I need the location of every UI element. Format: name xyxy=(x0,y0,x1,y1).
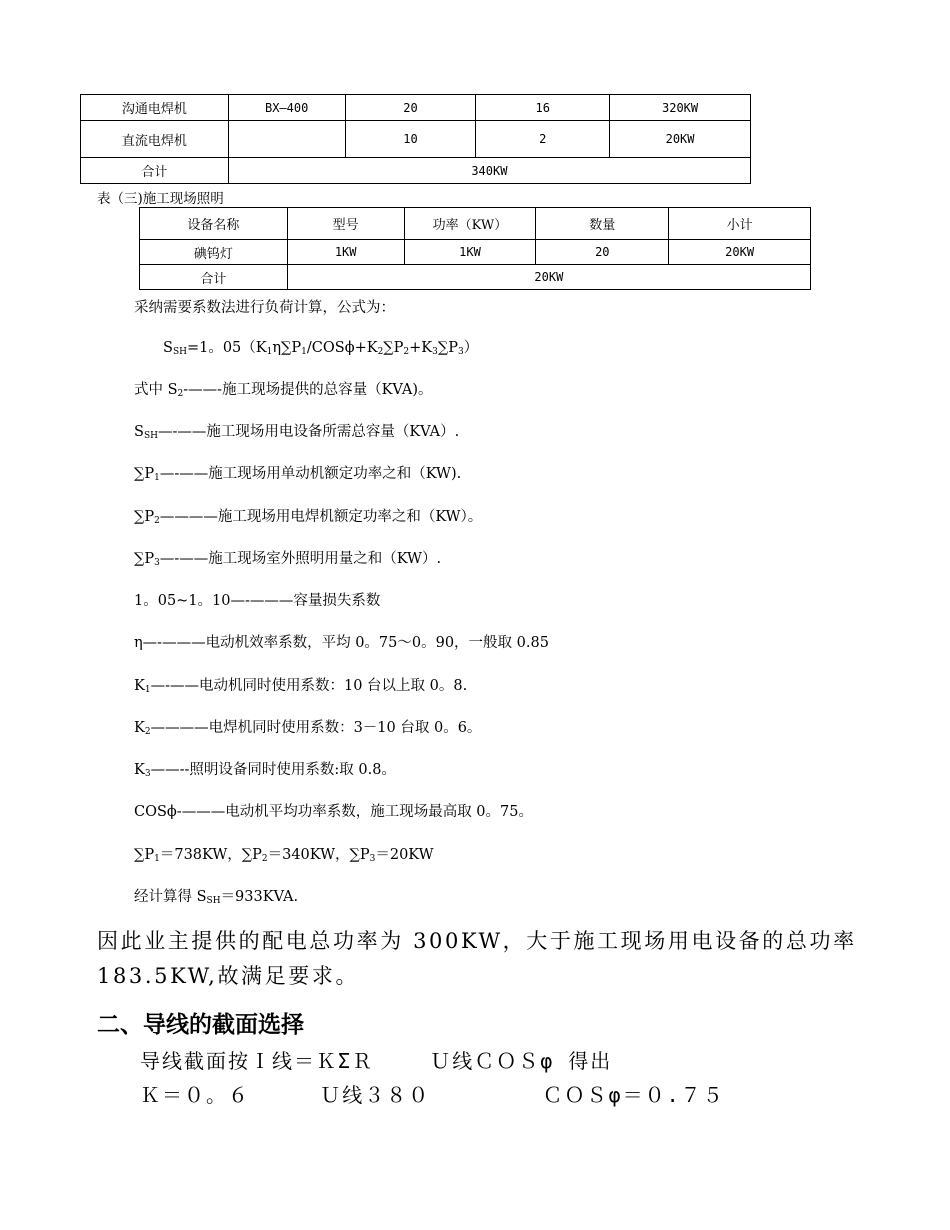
table-total-row xyxy=(81,158,751,184)
definition-line: $K_1—-——$电动机同时使用系数：10 台以上取 0。8. xyxy=(134,678,468,695)
intro-text: 采纳需要系数法进行负荷计算，公式为： xyxy=(134,300,395,316)
table-cell: 16 xyxy=(476,95,610,121)
total-value: 340KW xyxy=(228,158,750,184)
table-cell: 沟通电焊机 xyxy=(81,95,229,121)
definition-line: $\sum P_2————$施工现场用电焊机额定功率之和（KW）。 xyxy=(134,509,483,526)
definition-line: 1。05~1。10—-———容量损失系数 xyxy=(134,593,381,609)
formula: $S_{SH}=1$。$05(K_1\eta\sum P_1/COS\phi+K_2\sum P_2+K_3\sum P_3)$ xyxy=(163,340,479,357)
total-label: 合计 xyxy=(140,265,288,290)
table-cell: 10 xyxy=(345,121,476,158)
table-cell: 20KW xyxy=(610,121,751,158)
result-line: 经计算得 $S_{SH}=933KVA$. xyxy=(134,889,299,906)
table-cell xyxy=(228,121,345,158)
column-header: 数量 xyxy=(536,208,669,240)
table-cell: BX—400 xyxy=(228,95,345,121)
table-cell: 2 xyxy=(476,121,610,158)
definition-line: $\sum P_1—-——$施工现场用单动机额定功率之和（KW). xyxy=(134,466,462,483)
table-total-row xyxy=(140,265,811,290)
section-heading: 二、导线的截面选择 xyxy=(97,1012,304,1038)
table-cell: 碘钨灯 xyxy=(140,240,288,265)
definition-line: 式中 $S_2-——-$施工现场提供的总容量（KVA)。 xyxy=(134,382,433,399)
definition-line: $\sum P_3—-——$施工现场室外照明用量之和（KW）. xyxy=(134,551,442,568)
table-row xyxy=(81,121,751,158)
values-line: $\sum P_1=738KW$，$\sum P_2=340KW$，$\sum P_3=20KW$ xyxy=(134,847,434,864)
definition-line: COSϕ-———电动机平均功率系数，施工现场最高取 0。75。 xyxy=(134,804,533,820)
table-header-row xyxy=(140,208,811,240)
table-cell: 20 xyxy=(345,95,476,121)
lighting-table xyxy=(139,207,811,290)
table-cell: 320KW xyxy=(610,95,751,121)
section-line: 导线截面按Ｉ线＝ＫΣＲ Ｕ线ＣＯＳφ 得出 xyxy=(140,1049,613,1073)
conclusion-line: 183.5KW,故满足要求。 xyxy=(97,964,360,988)
definition-line: $K_2————$电焊机同时使用系数：3－10 台取 0。6。 xyxy=(134,720,482,737)
total-label: 合计 xyxy=(81,158,229,184)
section-line: Ｋ＝０。６ Ｕ线３８０ ＣＯＳφ＝０.７５ xyxy=(140,1083,725,1107)
definition-line: $S_{SH}—-——$施工现场用电设备所需总容量（KVA）. xyxy=(134,424,460,441)
welder-table xyxy=(80,94,751,184)
column-header: 设备名称 xyxy=(140,208,288,240)
table-row xyxy=(140,240,811,265)
table-cell: 20KW xyxy=(669,240,811,265)
table-cell: 直流电焊机 xyxy=(81,121,229,158)
table-cell: 1KW xyxy=(404,240,536,265)
conclusion-line: 因此业主提供的配电总功率为 300KW，大于施工现场用电设备的总功率 xyxy=(97,929,857,953)
table-caption: 表（三)施工现场照明 xyxy=(97,191,224,207)
table-row xyxy=(81,95,751,121)
column-header: 小计 xyxy=(669,208,811,240)
column-header: 功率（KW） xyxy=(404,208,536,240)
definition-line: η—-———电动机效率系数，平均 0。75～0。90，一般取 0.85 xyxy=(134,635,549,651)
definition-line: $K_3——--$照明设备同时使用系数:取 0.8。 xyxy=(134,762,396,779)
table-cell: 20 xyxy=(536,240,669,265)
table-cell: 1KW xyxy=(287,240,404,265)
column-header: 型号 xyxy=(287,208,404,240)
total-value: 20KW xyxy=(287,265,810,290)
